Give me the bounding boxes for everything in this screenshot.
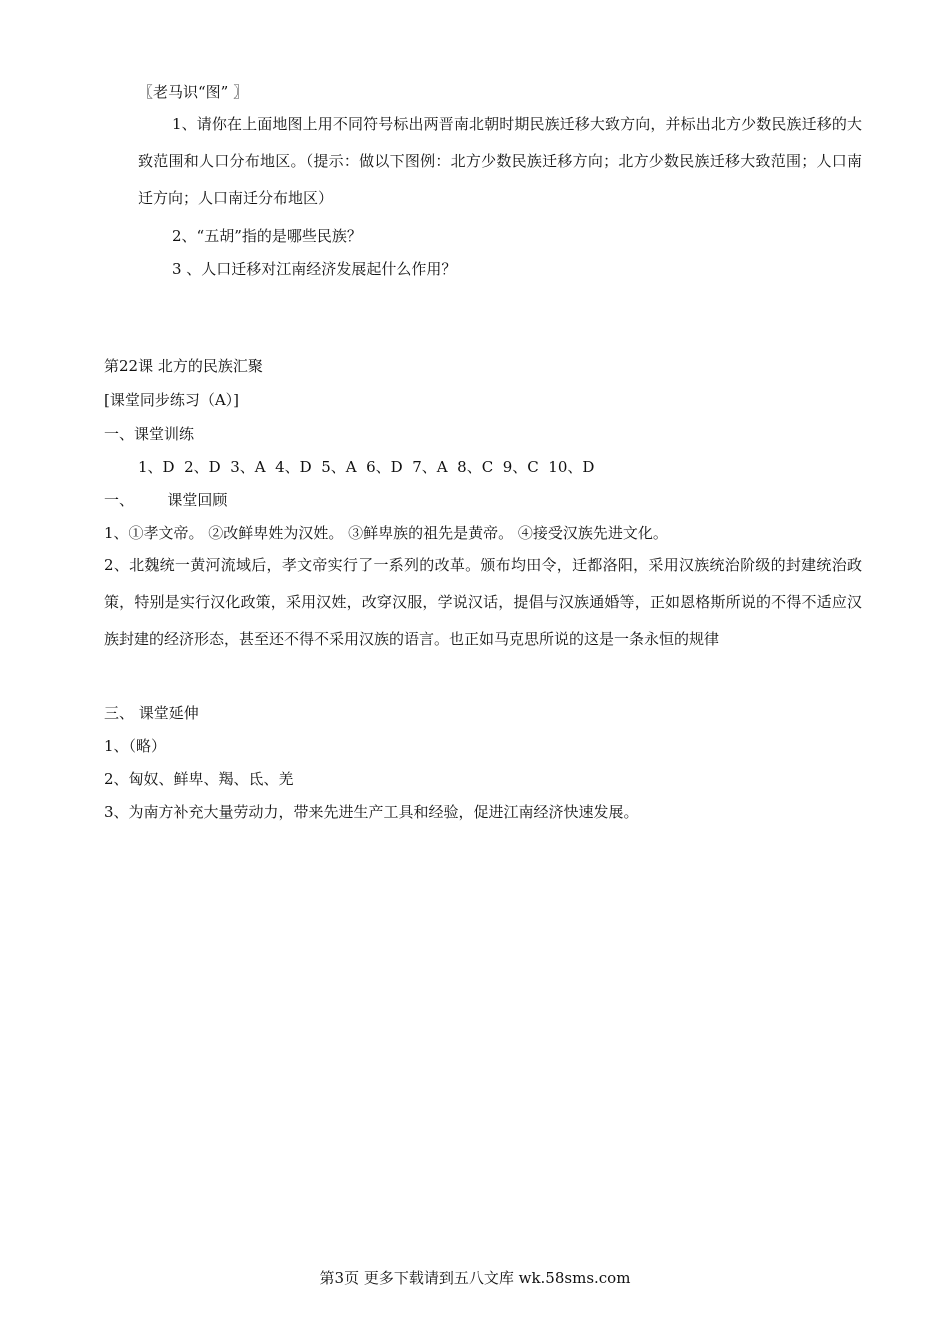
question-1: 1、请你在上面地图上用不同符号标出两晋南北朝时期民族迁移大致方向，并标出北方少数民族迁移的大致范围和人口分布地区。（提示：做以下图例：北方少数民族迁移方向；北方少数民族迁移大致范围；人口南迁方向；人口南迁分布地区） [138,115,862,207]
page-footer: 第3页 更多下载请到五八文库 wk.58sms.com [319,1269,631,1287]
lesson-title: 第22课 北方的民族汇聚 [104,357,263,375]
part3-title: 三、 课堂延伸 [104,704,199,722]
part1-title: 一、课堂训练 [104,425,195,443]
extension-item-1: 1、（略） [104,737,167,755]
review-item-1: 1、①孝文帝。 ②改鲜卑姓为汉姓。 ③鲜卑族的祖先是黄帝。 ④接受汉族先进文化。 [104,524,668,542]
extension-item-2: 2、匈奴、鲜卑、羯、氐、羌 [104,770,294,788]
review-item-2: 2、北魏统一黄河流域后，孝文帝实行了一系列的改革。颁布均田令，迁都洛阳，采用汉族统治阶级的封建统治政策，特别是实行汉化政策，采用汉姓，改穿汉服，学说汉话，提倡与汉族通婚等，正如恩格斯所说的不得不适应汉族封建的经济形态，甚至还不得不采用汉族的语言。也正如马克思所说的这是一条永恒的规律 [104,556,862,648]
exercise-title: [课堂同步练习（A）] [104,391,240,409]
question-2: 2、“五胡”指的是哪些民族？ [172,227,362,245]
extension-item-3: 3、为南方补充大量劳动力，带来先进生产工具和经验，促进江南经济快速发展。 [104,803,639,821]
part2-title: 一、 课堂回顾 [104,491,228,509]
section-heading-map: 〖老马识“图” 〗 [138,83,249,101]
question-3: 3 、人口迁移对江南经济发展起什么作用？ [172,260,457,278]
answer-key: 1、D 2、D 3、A 4、D 5、A 6、D 7、A 8、C 9、C 10、D [138,458,595,476]
